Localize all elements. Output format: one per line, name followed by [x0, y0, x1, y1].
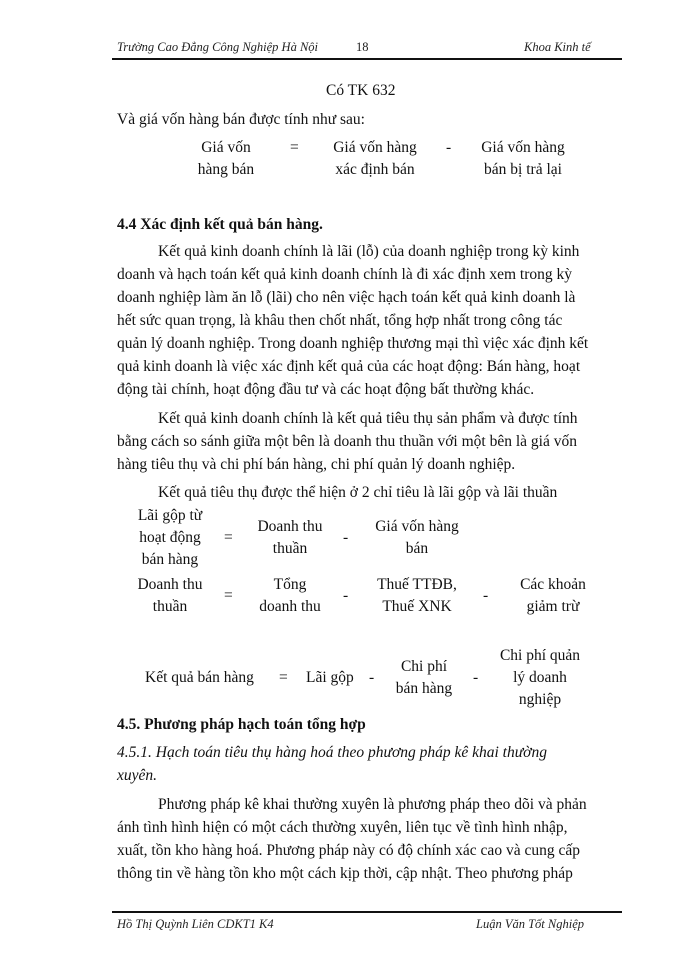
f4-equals: = [279, 669, 288, 686]
f4-term2-2: bán hàng [395, 680, 453, 697]
f3-lhs-2: thuần [152, 598, 188, 615]
f3-term1-1: Tổng [273, 576, 307, 593]
para3-line: thông tin về hàng tồn kho một cách kịp thời, cập nhật. Theo phương pháp [117, 865, 573, 882]
para1-line: quả kinh doanh là việc xác định kết quả của các hoạt động: Bán hàng, hoạt [117, 358, 581, 375]
f4-term2-1: Chi phí [400, 658, 448, 675]
para2-line: hàng tiêu thụ và chi phí bán hàng, chi phí quản lý doanh nghiệp. [117, 456, 516, 473]
f1-term2-2: bán bị trả lại [484, 161, 562, 178]
f2-term1-1: Doanh thu [257, 518, 323, 535]
para3-line: Phương pháp kê khai thường xuyên là phương pháp theo dõi và phản [158, 796, 587, 813]
section-4-5-1-heading-cont: xuyên. [117, 767, 158, 784]
para1-line: doanh và hạch toán kết quả kinh doanh chính là đi xác định xem trong kỳ [117, 266, 572, 283]
header-page-number: 18 [356, 40, 369, 54]
f1-term2-1: Giá vốn hàng [481, 139, 565, 156]
f2-minus: - [343, 529, 349, 546]
para1-line: quản lý doanh nghiệp. Trong doanh nghiệp thương mại thì việc xác định kết [117, 335, 589, 352]
footer-rule [112, 911, 622, 913]
f3-minus-1: - [343, 587, 349, 604]
f1-minus: - [446, 139, 452, 156]
f2-term2-1: Giá vốn hàng [375, 518, 459, 535]
f3-term2-1: Thuế TTĐB, [377, 576, 457, 593]
footer-author: Hồ Thị Quỳnh Liên CDKT1 K4 [117, 917, 274, 931]
section-4-5-heading: 4.5. Phương pháp hạch toán tổng hợp [117, 716, 366, 733]
header-faculty: Khoa Kinh tế [524, 40, 591, 54]
para1-line: hết sức quan trọng, là khâu then chốt nhất, tổng hợp nhất trong công tác [117, 312, 563, 329]
kqtt-line: Kết quả tiêu thụ được thể hiện ở 2 chỉ tiêu là lãi gộp và lãi thuần [158, 484, 558, 501]
f1-term1-1: Giá vốn hàng [333, 139, 417, 156]
f3-term1-2: doanh thu [259, 598, 321, 615]
f3-minus-2: - [483, 587, 489, 604]
footer-thesis: Luận Văn Tốt Nghiệp [476, 917, 584, 931]
para2-line: bằng cách so sánh giữa một bên là doanh thu thuần với một bên là giá vốn [117, 433, 577, 450]
f4-lhs: Kết quả bán hàng [145, 669, 254, 686]
para1-line: doanh nghiệp làm ăn lỗ (lãi) cho nên việc hạch toán kết quả kinh doanh là [117, 289, 576, 306]
gvhb-intro: Và giá vốn hàng bán được tính như sau: [117, 111, 365, 128]
para1-line: Kết quả kinh doanh chính là lãi (lỗ) của doanh nghiệp trong kỳ kinh [158, 243, 580, 260]
f4-minus-1: - [369, 669, 375, 686]
f4-term3-2: lý doanh [513, 669, 567, 686]
section-4-5-1-heading: 4.5.1. Hạch toán tiêu thụ hàng hoá theo phương pháp kê khai thường [117, 744, 547, 761]
f2-equals: = [224, 529, 233, 546]
section-4-4-heading: 4.4 Xác định kết quả bán hàng. [117, 216, 323, 233]
para2-line: Kết quả kinh doanh chính là kết quả tiêu thụ sản phẩm và được tính [158, 410, 578, 427]
f4-term1: Lãi gộp [306, 669, 354, 686]
f1-equals: = [290, 139, 299, 156]
f3-term3-2: giảm trừ [526, 598, 580, 615]
f2-term1-2: thuần [272, 540, 308, 557]
f1-lhs-2: hàng bán [197, 161, 255, 178]
f2-lhs-3: bán hàng [141, 551, 199, 568]
f4-term3-1: Chi phí quản [499, 647, 581, 664]
f1-lhs-1: Giá vốn [201, 139, 251, 156]
para1-line: động tài chính, hoạt động đầu tư và các hoạt động bất thường khác. [117, 381, 535, 398]
co-tk-line: Có TK 632 [326, 82, 396, 99]
f1-term1-2: xác định bán [335, 161, 415, 178]
header-rule [112, 58, 622, 60]
f3-lhs-1: Doanh thu [137, 576, 203, 593]
f4-minus-2: - [473, 669, 479, 686]
f2-lhs-1: Lãi gộp từ [137, 507, 203, 524]
f2-lhs-2: hoạt động [139, 529, 201, 546]
para3-line: ánh tình hình hiện có một cách thường xuyên, liên tục về tình hình nhập, [117, 819, 568, 836]
para3-line: xuất, tồn kho hàng hoá. Phương pháp này có độ chính xác cao và cung cấp [117, 842, 580, 859]
f3-term3-1: Các khoản [520, 576, 586, 593]
header-school: Trường Cao Đẳng Công Nghiệp Hà Nội [117, 40, 319, 54]
f3-term2-2: Thuế XNK [382, 598, 452, 615]
f4-term3-3: nghiệp [518, 691, 562, 708]
f3-equals: = [224, 587, 233, 604]
f2-term2-2: bán [405, 540, 429, 557]
